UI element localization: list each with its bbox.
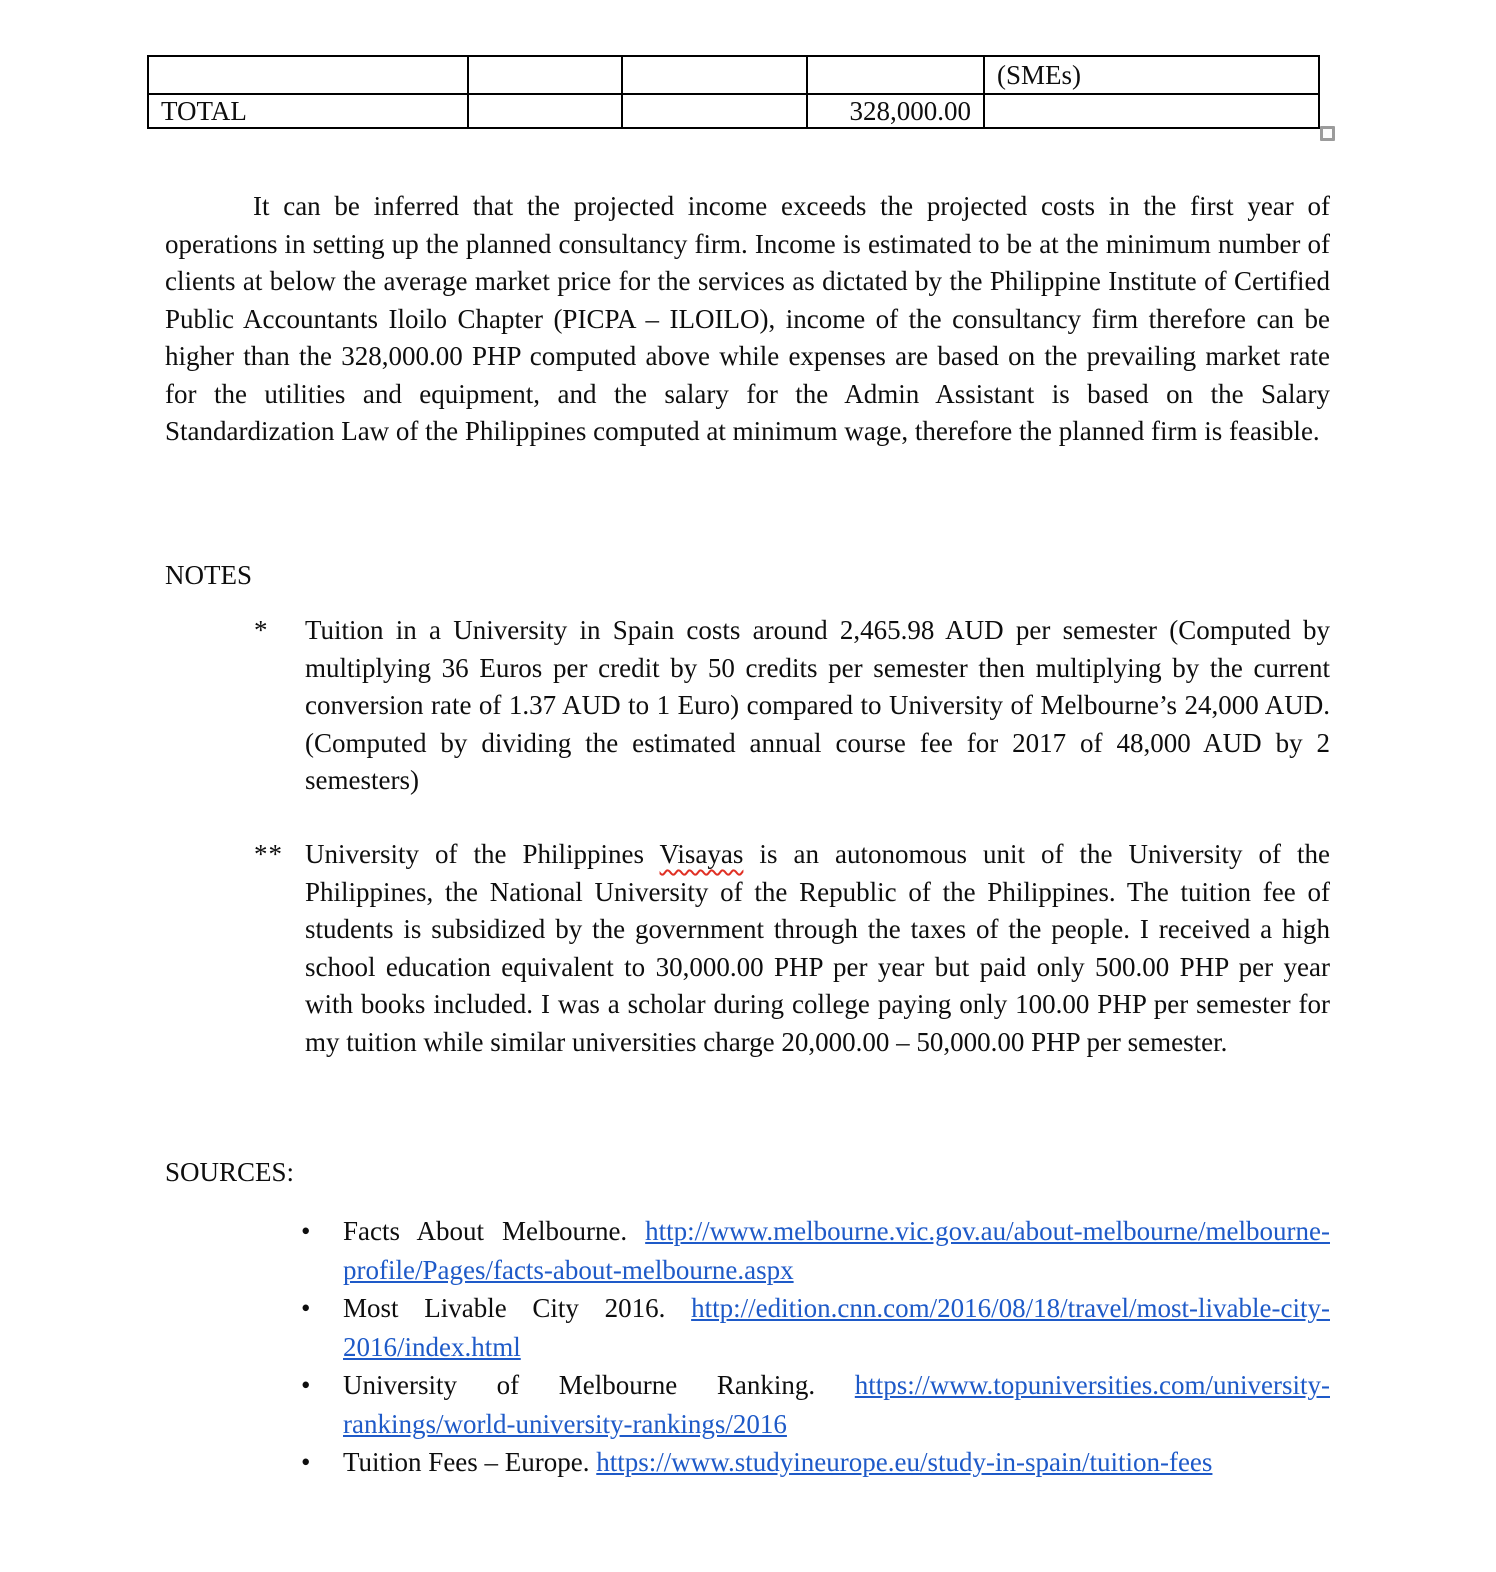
table-cell-smes[interactable]: (SMEs)	[984, 56, 1319, 94]
source-link[interactable]: http://edition.cnn.com/2016/08/18/travel/most-livable-city-2016/index.html	[343, 1293, 1330, 1362]
note-marker-double-asterisk: **	[254, 839, 283, 869]
source-label: Facts About Melbourne.	[343, 1216, 646, 1246]
table-cell[interactable]	[148, 56, 468, 94]
table-total-row	[148, 94, 1319, 128]
table-cell-total-amount[interactable]: 328,000.00	[807, 94, 984, 128]
total-table	[147, 55, 1320, 129]
source-item-facts-about-melbourne	[165, 1212, 1330, 1289]
table-header-row	[148, 56, 1319, 94]
feasibility-paragraph: It can be inferred that the projected income exceeds the projected costs in the first year of operations in setting up the planned consultancy firm. Income is estimated to be at the minimum number of clients at below the average market price for the services as dictated by the Philippine Institute of Certified Public Accountants Iloilo Chapter (PICPA – ILOILO), income of the consultancy firm therefore can be higher than the 328,000.00 PHP computed above while expenses are based on the prevailing market rate for the utilities and equipment, and the salary for the Admin Assistant is based on the Salary Standardization Law of the Philippines computed at minimum wage, therefore the planned firm is feasible.	[165, 191, 1330, 446]
source-text	[343, 1366, 1330, 1443]
source-item-tuition-fees-europe	[165, 1443, 1330, 1482]
table-cell[interactable]	[984, 94, 1319, 128]
note-text-segment: University of the Philippines	[305, 839, 660, 869]
source-label: Most Livable City 2016.	[343, 1293, 692, 1323]
source-text	[343, 1289, 1330, 1366]
table-cell-total-label[interactable]: TOTAL	[148, 94, 468, 128]
note-item-tuition-spain	[165, 612, 1330, 800]
source-item-most-livable-city	[165, 1289, 1330, 1366]
note-item-up-visayas	[165, 836, 1330, 1061]
source-label: Tuition Fees – Europe.	[343, 1447, 597, 1477]
note-marker-asterisk: *	[254, 615, 269, 645]
notes-heading: NOTES	[165, 560, 252, 590]
table-cell[interactable]	[622, 94, 807, 128]
table-cell[interactable]	[468, 56, 622, 94]
table-cell[interactable]	[807, 56, 984, 94]
sources-heading: SOURCES:	[165, 1157, 295, 1187]
source-text	[343, 1212, 1330, 1289]
note-text-segment: is an autonomous unit of the University of the Philippines, the National University of the Republic of the Philippines. The tuition fee of students is subsidized by the government through the taxes of the people. I received a high school education equivalent to 30,000.00 PHP per year but paid only 500.00 PHP per year with books included. I was a scholar during college paying only 100.00 PHP per semester for my tuition while similar universities charge 20,000.00 – 50,000.00 PHP per semester.	[305, 839, 1330, 1057]
note-text	[305, 612, 1330, 800]
bullet-icon: •	[301, 1293, 311, 1323]
table-resize-handle-icon[interactable]	[1320, 126, 1335, 141]
misspelled-word: Visayas	[659, 839, 744, 869]
source-link[interactable]: https://www.studyineurope.eu/study-in-spain/tuition-fees	[596, 1447, 1213, 1477]
bullet-icon: •	[301, 1216, 311, 1246]
table-cell[interactable]	[622, 56, 807, 94]
bullet-icon: •	[301, 1447, 311, 1477]
table-cell[interactable]	[468, 94, 622, 128]
source-link[interactable]: http://www.melbourne.vic.gov.au/about-melbourne/melbourne-profile/Pages/facts-about-melbourne.aspx	[343, 1216, 1330, 1285]
bullet-icon: •	[301, 1370, 311, 1400]
source-label: University of Melbourne Ranking.	[343, 1370, 855, 1400]
source-text	[343, 1443, 1330, 1482]
source-item-melbourne-ranking	[165, 1366, 1330, 1443]
source-link[interactable]: https://www.topuniversities.com/university-rankings/world-university-rankings/2016	[343, 1370, 1330, 1439]
note-text-segment: Tuition in a University in Spain costs around 2,465.98 AUD per semester (Computed by multiplying 36 Euros per credit by 50 credits per semester then multiplying by the current conversion rate of 1.37 AUD to 1 Euro) compared to University of Melbourne’s 24,000 AUD. (Computed by dividing the estimated annual course fee for 2017 of 48,000 AUD by 2 semesters)	[305, 615, 1330, 795]
note-text	[305, 836, 1330, 1061]
